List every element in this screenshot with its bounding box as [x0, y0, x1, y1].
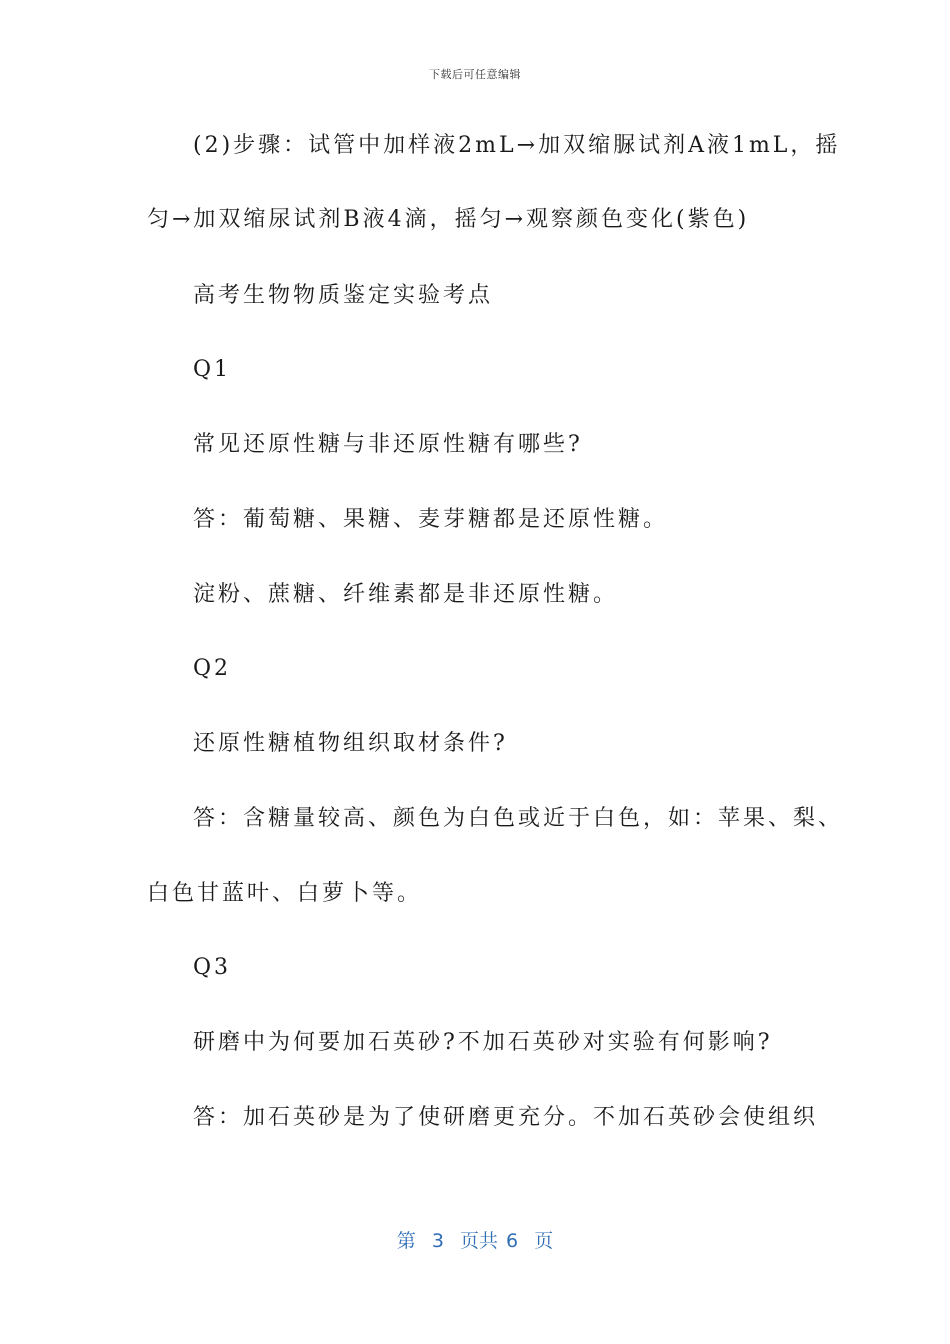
answer-line: 淀粉、蔗糖、纤维素都是非还原性糖。	[193, 582, 619, 607]
question-label: Q3	[193, 955, 232, 980]
header-note: 下载后可任意编辑	[429, 68, 521, 81]
section-title: 高考生物物质鉴定实验考点	[193, 283, 494, 308]
answer-line: 白色甘蓝叶、白萝卜等。	[147, 881, 423, 906]
page-number-footer: 第 3 页共 6 页	[396, 1230, 554, 1252]
question-text: 研磨中为何要加石英砂?不加石英砂对实验有何影响?	[193, 1030, 773, 1055]
question-text: 常见还原性糖与非还原性糖有哪些?	[193, 432, 583, 457]
paragraph-line: 匀→加双缩尿试剂B液4滴，摇匀→观察颜色变化(紫色)	[147, 207, 750, 232]
paragraph-line: (2)步骤：试管中加样液2mL→加双缩脲试剂A液1mL，摇	[193, 133, 841, 158]
answer-line: 答：含糖量较高、颜色为白色或近于白色，如：苹果、梨、	[193, 806, 844, 831]
question-text: 还原性糖植物组织取材条件?	[193, 731, 508, 756]
answer-line: 答：加石英砂是为了使研磨更充分。不加石英砂会使组织	[193, 1105, 819, 1130]
answer-line: 答：葡萄糖、果糖、麦芽糖都是还原性糖。	[193, 507, 669, 532]
question-label: Q2	[193, 656, 232, 681]
question-label: Q1	[193, 357, 232, 382]
